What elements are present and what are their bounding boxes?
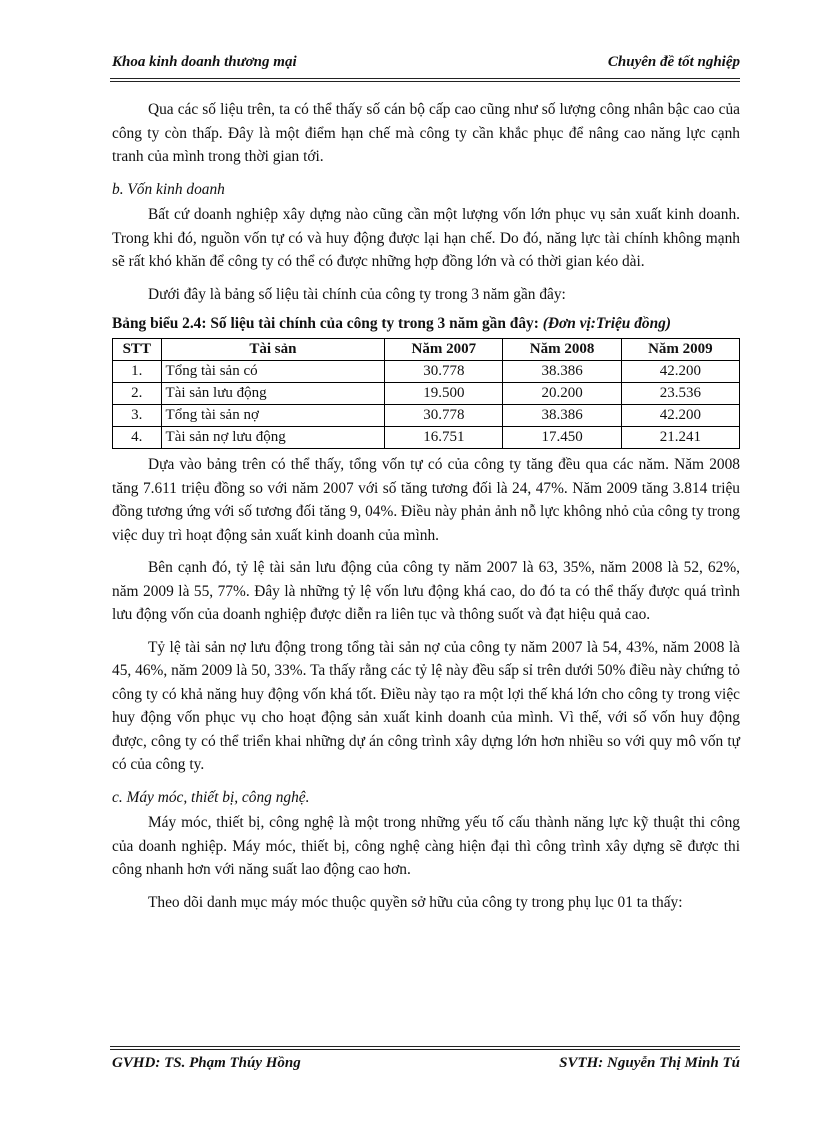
table-row — [113, 405, 740, 427]
footer-rule — [110, 1046, 740, 1050]
header-rule — [110, 78, 740, 82]
page-footer — [112, 1052, 740, 1076]
section-heading-b: b. Vốn kinh doanh — [112, 180, 225, 198]
table-caption-title: Bảng biểu 2.4: Số liệu tài chính của công ty trong 3 năm gần đây: — [112, 315, 539, 332]
cell-2009: 42.200 — [621, 361, 739, 383]
table-row — [113, 383, 740, 405]
cell-2008: 38.386 — [503, 361, 621, 383]
cell-2008: 17.450 — [503, 427, 621, 449]
cell-asset: Tài sản nợ lưu động — [161, 427, 385, 449]
paragraph: Bên cạnh đó, tỷ lệ tài sản lưu động của công ty năm 2007 là 63, 35%, năm 2008 là 52, 62%, năm 2009 là 55, 77%. Đây là những tỷ lệ vốn lưu động khá cao, do đó ta có thể thấy được quá trình lưu động vốn của doanh nghiệp được diễn ra liên tục và thông suốt và đạt hiệu quả cao. — [112, 559, 740, 623]
paragraph: Dưới đây là bảng số liệu tài chính của công ty trong 3 năm gần đây: — [148, 285, 566, 303]
cell-2008: 38.386 — [503, 405, 621, 427]
cell-2007: 30.778 — [385, 405, 503, 427]
cell-stt: 1. — [113, 361, 162, 383]
col-header-stt: STT — [113, 339, 162, 361]
col-header-asset: Tài sản — [161, 339, 385, 361]
cell-asset: Tài sản lưu động — [161, 383, 385, 405]
paragraph: Máy móc, thiết bị, công nghệ là một trong những yếu tố cấu thành năng lực kỹ thuật thi công của doanh nghiệp. Máy móc, thiết bị, công nghệ càng hiện đại thì công trình xây dựng sẽ được thi công nhanh hơn với năng suất lao động cao hơn. — [112, 814, 740, 878]
paragraph: Tỷ lệ tài sản nợ lưu động trong tổng tài sản nợ của công ty năm 2007 là 54, 43%, năm 2008 là 45, 46%, năm 2009 là 50, 33%. Ta thấy rằng các tỷ lệ này đều sấp sỉ trên dưới 50% điều này chứng tỏ công ty có khả năng huy động vốn khá tốt. Điều này tạo ra một lợi thế khá lớn cho công ty trong việc huy động vốn phục vụ cho hoạt động sản xuất kinh doanh của mình. Vì thế, với số vốn huy động được, công ty có thể triển khai những dự án công trình xây dựng lớn hơn nhiều so với quy mô vốn tự có của công ty. — [112, 638, 740, 773]
page-header — [112, 50, 740, 76]
table-row — [113, 361, 740, 383]
section-heading-c: c. Máy móc, thiết bị, công nghệ. — [112, 788, 310, 806]
header-doc-type: Chuyên đề tốt nghiệp — [607, 54, 740, 70]
paragraph: Qua các số liệu trên, ta có thể thấy số cán bộ cấp cao cũng như số lượng công nhân bậc cao của công ty còn thấp. Đây là một điểm hạn chế mà công ty cần khắc phục để nâng cao năng lực cạnh tranh của mình trong thời gian tới. — [112, 101, 740, 165]
paragraph: Bất cứ doanh nghiệp xây dựng nào cũng cần một lượng vốn lớn phục vụ sản xuất kinh doanh. Trong khi đó, nguồn vốn tự có và huy động được lại hạn chế. Do đó, năng lực tài chính không mạnh sẽ rất khó khăn để công ty có thể có được những hợp đồng lớn và có thời gian kéo dài. — [112, 206, 740, 270]
paragraph: Dựa vào bảng trên có thể thấy, tổng vốn tự có của công ty tăng đều qua các năm. Năm 2008 tăng 7.611 triệu đồng so với năm 2007 với số tăng tương đối là 24, 47%. Năm 2009 tăng 3.814 triệu đồng tương ứng với số tương đối tăng 9, 04%. Điều này phản ảnh nỗ lực không nhỏ của công ty trong việc duy trì hoạt động sản xuất kinh doanh của mình. — [112, 456, 740, 544]
footer-supervisor: GVHD: TS. Phạm Thúy Hồng — [112, 1055, 301, 1071]
cell-stt: 3. — [113, 405, 162, 427]
table-caption-unit: (Đơn vị:Triệu đồng) — [542, 315, 671, 332]
col-header-2007: Năm 2007 — [385, 339, 503, 361]
cell-2007: 19.500 — [385, 383, 503, 405]
cell-2009: 21.241 — [621, 427, 739, 449]
table-caption — [112, 313, 740, 334]
cell-asset: Tổng tài sản nợ — [161, 405, 385, 427]
header-faculty: Khoa kinh doanh thương mại — [112, 54, 297, 70]
financial-table — [112, 338, 740, 449]
cell-2007: 30.778 — [385, 361, 503, 383]
cell-2008: 20.200 — [503, 383, 621, 405]
table-row — [113, 427, 740, 449]
cell-stt: 4. — [113, 427, 162, 449]
cell-2007: 16.751 — [385, 427, 503, 449]
cell-stt: 2. — [113, 383, 162, 405]
table-header-row — [113, 339, 740, 361]
cell-asset: Tổng tài sản có — [161, 361, 385, 383]
col-header-2009: Năm 2009 — [621, 339, 739, 361]
footer-student: SVTH: Nguyễn Thị Minh Tú — [559, 1055, 740, 1071]
page-body — [112, 98, 740, 914]
cell-2009: 42.200 — [621, 405, 739, 427]
col-header-2008: Năm 2008 — [503, 339, 621, 361]
cell-2009: 23.536 — [621, 383, 739, 405]
paragraph: Theo dõi danh mục máy móc thuộc quyền sở hữu của công ty trong phụ lục 01 ta thấy: — [148, 893, 683, 911]
